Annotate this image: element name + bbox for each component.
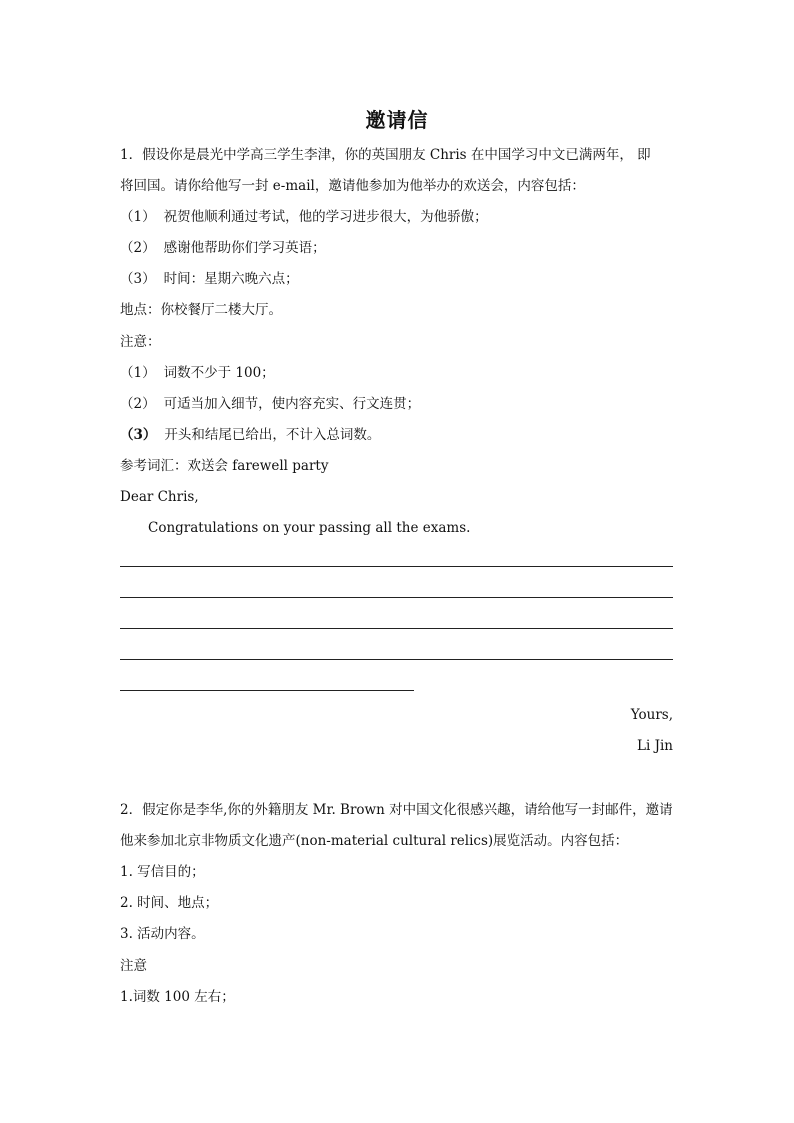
- q1-signature: Li Jin: [637, 738, 673, 754]
- q1-opening: Congratulations on your passing all the exams.: [148, 520, 471, 536]
- q1-item-1-text: 祝贺他顺利通过考试，他的学习进步很大，为他骄傲；: [163, 209, 488, 225]
- q1-item-1-num: （1）: [120, 209, 156, 225]
- page-title: 邀请信: [365, 108, 429, 132]
- q2-item-3: 3. 活动内容。: [120, 926, 205, 942]
- writing-line-3: [120, 628, 673, 629]
- q1-item-3-num: （3）: [120, 271, 156, 287]
- q1-closing: Yours,: [630, 707, 673, 723]
- q1-note-3: [120, 425, 380, 445]
- q1-place: 地点：你校餐厅二楼大厅。: [120, 302, 282, 318]
- q1-item-3-text: 时间：星期六晚六点；: [163, 271, 299, 287]
- q2-prompt-line-2: 他来参加北京非物质文化遗产(non-material cultural relics)展览活动。内容包括：: [120, 833, 629, 849]
- q1-note-2-text: 可适当加入细节，使内容充实、行文连贯；: [163, 396, 421, 412]
- q2-note-1: 1.词数 100 左右；: [120, 989, 235, 1005]
- q2-item-2: 2. 时间、地点；: [120, 895, 219, 911]
- q1-item-2-text: 感谢他帮助你们学习英语；: [163, 240, 326, 256]
- q1-note-1-num: （1）: [120, 365, 156, 381]
- writing-line-1: [120, 566, 673, 567]
- q1-prompt-line-2: 将回国。请你给他写一封 e-mail，邀请他参加为他举办的欢送会，内容包括：: [120, 178, 585, 194]
- writing-line-4: [120, 659, 673, 660]
- q1-note-1: [120, 363, 275, 383]
- q1-note-2-num: （2）: [120, 396, 156, 412]
- writing-line-2: [120, 597, 673, 598]
- q1-item-2-num: （2）: [120, 240, 156, 256]
- q2-item-1: 1. 写信目的；: [120, 864, 205, 880]
- q1-vocab: 参考词汇：欢送会 farewell party: [120, 458, 329, 474]
- writing-line-5: [120, 690, 414, 691]
- q1-note-3-num: （3）: [120, 427, 157, 443]
- q1-note-2: [120, 394, 420, 414]
- q1-salutation: Dear Chris,: [120, 489, 199, 505]
- q1-note-1-text: 词数不少于 100；: [163, 365, 275, 381]
- q1-note-label: 注意：: [120, 334, 161, 350]
- q1-item-1: [120, 207, 488, 227]
- q1-item-3: [120, 269, 299, 289]
- q2-prompt-line-1: 2．假定你是李华,你的外籍朋友 Mr. Brown 对中国文化很感兴趣，请给他写一封邮件，邀请: [120, 802, 673, 818]
- q1-item-2: [120, 238, 326, 258]
- q1-prompt-line-1: 1．假设你是晨光中学高三学生李津，你的英国朋友 Chris 在中国学习中文已满两年， 即: [120, 147, 651, 163]
- q1-note-3-text: 开头和结尾已给出，不计入总词数。: [164, 427, 381, 443]
- q2-note-label: 注意: [120, 958, 147, 974]
